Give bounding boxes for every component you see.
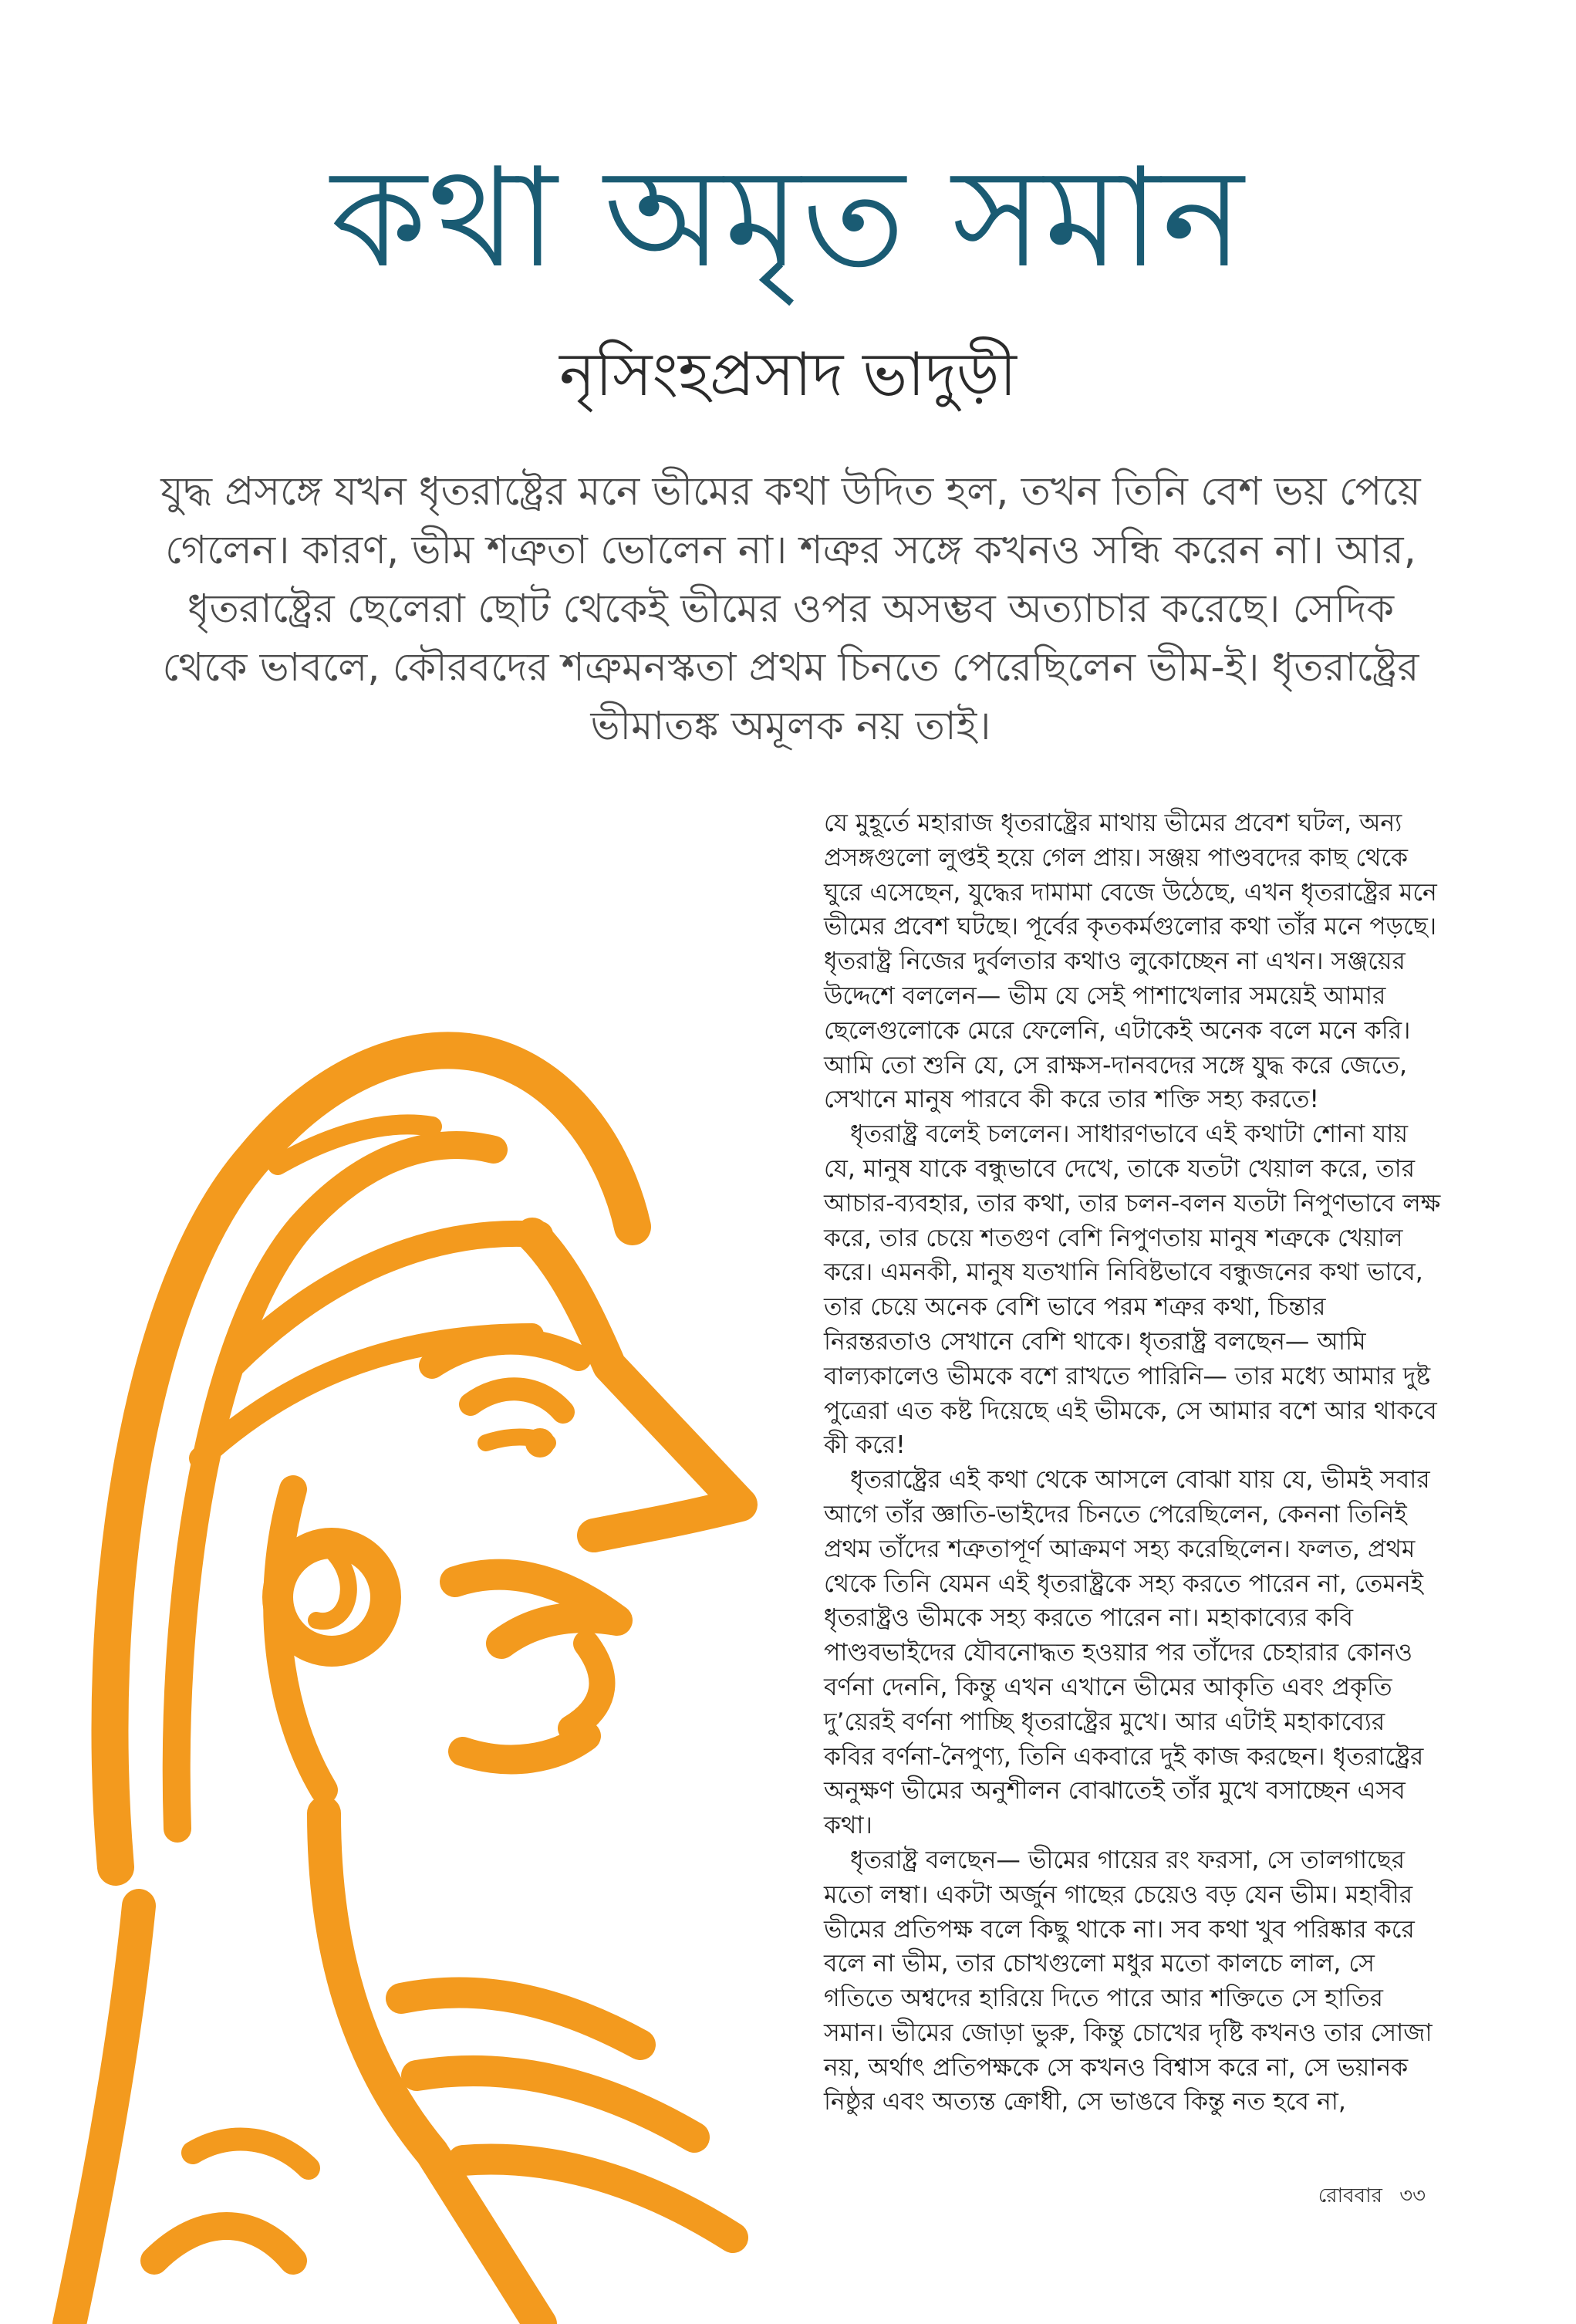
article-title: কথা অমৃত সমান [330, 138, 1246, 298]
page-footer [1318, 2180, 1426, 2214]
magazine-name: রোববার [1318, 2184, 1382, 2207]
page-number: ৩৩ [1399, 2184, 1426, 2207]
body-paragraph: ধৃতরাষ্ট্র বলছেন— ভীমের গায়ের রং ফরসা, সে তালগাছের মতো লম্বা। একটা অর্জুন গাছের চেয়েও বড় যেন ভীম। মহাবীর ভীমের প্রতিপক্ষ বলে কিছু থাকে না। সব কথা খুব পরিষ্কার করে বলে না ভীম, তার চোখগুলো মধুর মতো কালচে লাল, সে গতিতে অশ্বদের হারিয়ে দিতে পারে আর শক্তিতে সে হাতির সমান। ভীমের জোড়া ভুরু, কিন্তু চোখের দৃষ্টি কখনও তার সোজা নয়, অর্থাৎ প্রতিপক্ষকে সে কখনও বিশ্বাস করে না, সে ভয়ানক নিষ্ঠুর এবং অত্যন্ত ক্রোধী, সে ভাঙবে কিন্তু নত হবে না, [824, 1846, 1433, 2116]
bhima-profile-illustration [0, 903, 864, 2324]
body-paragraph: ধৃতরাষ্ট্র বলেই চললেন। সাধারণভাবে এই কথাটা শোনা যায় যে, মানুষ যাকে বন্ধুভাবে দেখে, তাকে যতটা খেয়াল করে, তার আচার-ব্যবহার, তার কথা, তার চলন-বলন যতটা নিপুণভাবে লক্ষ করে, তার চেয়ে শতগুণ বেশি নিপুণতায় মানুষ শত্রুকে খেয়াল করে। এমনকী, মানুষ যতখানি নিবিষ্টভাবে বন্ধুজনের কথা ভাবে, তার চেয়ে অনেক বেশি ভাবে পরম শত্রুর কথা, চিন্তার নিরন্তরতাও সেখানে বেশি থাকে। ধৃতরাষ্ট্র বলছেন— আমি বাল্যকালেও ভীমকে বশে রাখতে পারিনি— তার মধ্যে আমার দুষ্ট পুত্রেরা এত কষ্ট দিয়েছে এই ভীমকে, সে আমার বশে আর থাকবে কী করে! [824, 1120, 1441, 1460]
body-paragraph: যে মুহূর্তে মহারাজ ধৃতরাষ্ট্রের মাথায় ভীমের প্রবেশ ঘটল, অন্য প্রসঙ্গগুলো লুপ্তই হয়ে গেল প্রায়। সঞ্জয় পাণ্ডবদের কাছ থেকে ঘুরে এসেছেন, যুদ্ধের দামামা বেজে উঠেছে, এখন ধৃতরাষ্ট্রের মনে ভীমের প্রবেশ ঘটছে। পূর্বের কৃতকর্মগুলোর কথা তাঁর মনে পড়ছে। ধৃতরাষ্ট্র নিজের দুর্বলতার কথাও লুকোচ্ছেন না এখন। সঞ্জয়ের উদ্দেশে বললেন— ভীম যে সেই পাশাখেলার সময়েই আমার ছেলেগুলোকে মেরে ফেলেনি, এটাকেই অনেক বলে মনে করি। আমি তো শুনি যে, সে রাক্ষস-দানবদের সঙ্গে যুদ্ধ করে জেতে, সেখানে মানুষ পারবে কী করে তার শক্তি সহ্য করতে! [824, 809, 1437, 1114]
intro-paragraph: যুদ্ধ প্রসঙ্গে যখন ধৃতরাষ্ট্রের মনে ভীমের কথা উদিত হল, তখন তিনি বেশ ভয় পেয়ে গেলেন। কারণ, ভীম শত্রুতা ভোলেন না। শত্রুর সঙ্গে কখনও সন্ধি করেন না। আর, ধৃতরাষ্ট্রের ছেলেরা ছোট থেকেই ভীমের ওপর অসম্ভব অত্যাচার করেছে। সেদিক থেকে ভাবলে, কৌরবদের শত্রুমনস্কতা প্রথম চিনতে পেরেছিলেন ভীম-ই। ধৃতরাষ্ট্রের ভীমাতঙ্ক অমূলক নয় তাই। [160, 469, 1421, 749]
author-name: নৃসিংহপ্রসাদ ভাদুড়ী [559, 340, 1017, 410]
article-body [824, 806, 1441, 2120]
body-paragraph: ধৃতরাষ্ট্রের এই কথা থেকে আসলে বোঝা যায় যে, ভীমই সবার আগে তাঁর জ্ঞাতি-ভাইদের চিনতে পেরেছিলেন, কেননা তিনিই প্রথম তাঁদের শত্রুতাপূর্ণ আক্রমণ সহ্য করেছিলেন। ফলত, প্রথম থেকে তিনি যেমন এই ধৃতরাষ্ট্রকে সহ্য করতে পারেন না, তেমনই ধৃতরাষ্ট্রও ভীমকে সহ্য করতে পারেন না। মহাকাব্যের কবি পাণ্ডবভাইদের যৌবনোদ্ধত হওয়ার পর তাঁদের চেহারার কোনও বর্ণনা দেননি, কিন্তু এখন এখানে ভীমের আকৃতি এবং প্রকৃতি দু’য়েরই বর্ণনা পাচ্ছি ধৃতরাষ্ট্রের মুখে। আর এটাই মহাকাব্যের কবির বর্ণনা-নৈপুণ্য, তিনি একবারে দুই কাজ করছেন। ধৃতরাষ্ট্রের অনুক্ষণ ভীমের অনুশীলন বোঝাতেই তাঁর মুখে বসাচ্ছেন এসব কথা। [824, 1466, 1430, 1840]
